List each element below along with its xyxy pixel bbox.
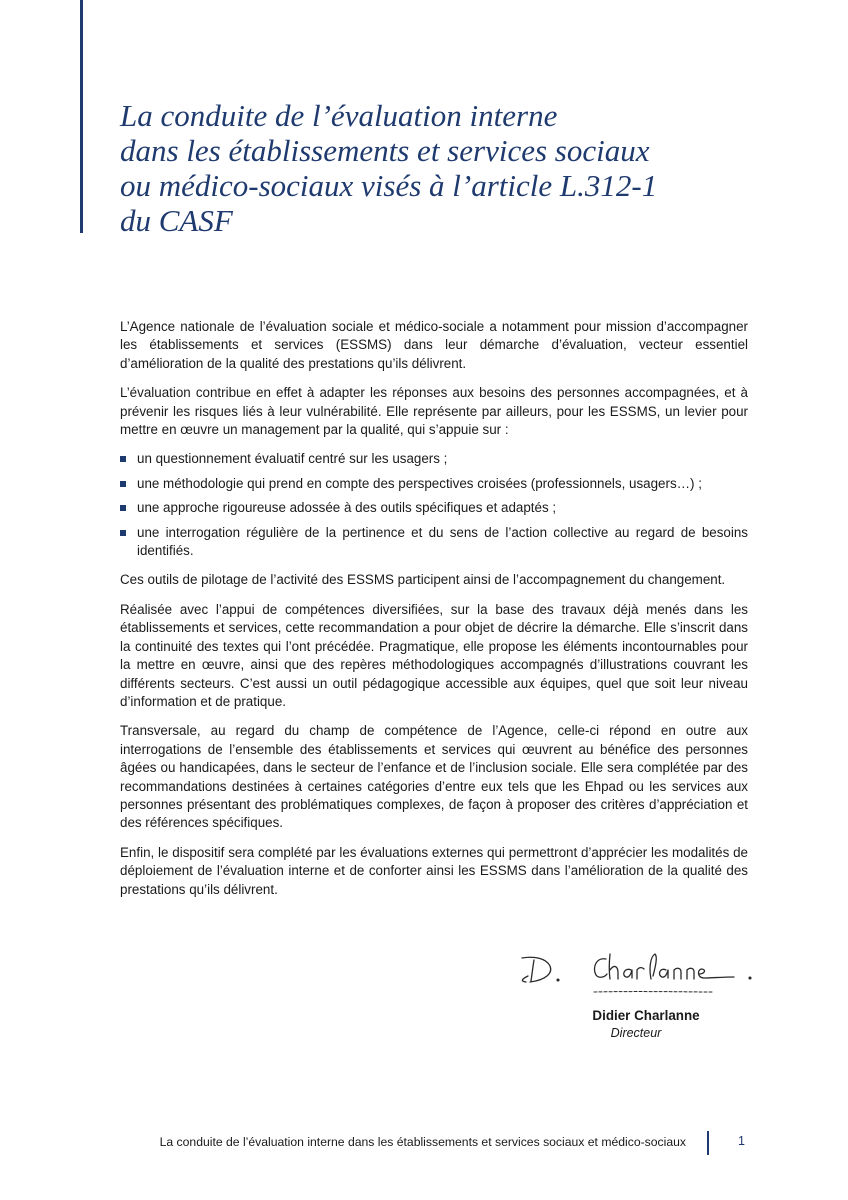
list-item xyxy=(120,475,748,493)
title-line-4: du CASF xyxy=(120,203,233,238)
footer-text: La conduite de l’évaluation interne dans les établissements et services sociaux et médico-sociaux xyxy=(159,1135,686,1149)
square-bullet-icon xyxy=(120,456,126,462)
title-line-1: La conduite de l’évaluation interne xyxy=(120,98,558,133)
paragraph-evaluation: L’évaluation contribue en effet à adapter les réponses aux besoins des personnes accompagnées, et à prévenir les risques liés à leur vulnérabilité. Elle représente par ailleurs, pour les ESSMS, un levier pour mettre en œuvre un management par la qualité, qui s’appuie sur : xyxy=(120,385,748,438)
list-item-text: une interrogation régulière de la pertinence et du sens de l’action collective au regard de besoins identifiés. xyxy=(137,524,748,559)
paragraph-recommendation: Réalisée avec l’appui de compétences diversifiées, sur la base des travaux déjà menés dans les établissements et services, cette recommandation a pour objet de décrire la démarche. Elle s’inscrit dans la continuité des textes qui l’ont précédée. Pragmatique, elle propose les éléments incontournables pour la mettre en œuvre, ainsi que des repères méthodologiques accompagnés d’illustrations couvrant les différents secteurs. C’est aussi un outil pédagogique accessible aux équipes, quel que soit leur niveau d’information et de pratique. xyxy=(120,601,748,709)
signer-title: Directeur xyxy=(610,1026,662,1040)
square-bullet-icon xyxy=(120,530,126,536)
paragraph-conclusion: Enfin, le dispositif sera complété par les évaluations externes qui permettront d’apprécier les modalités de déploiement de l’évaluation interne et de conforter ainsi les ESSMS dans l’amélioration de la qualité des prestations qu’ils délivrent. xyxy=(120,844,748,897)
square-bullet-icon xyxy=(120,481,126,487)
signer-name: Didier Charlanne xyxy=(592,1008,700,1023)
list-item-text: une méthodologie qui prend en compte des perspectives croisées (professionnels, usagers…) ; xyxy=(137,475,702,491)
footer-divider xyxy=(707,1131,709,1155)
document-title xyxy=(120,98,810,238)
list-item xyxy=(120,499,748,517)
list-item-text: un questionnement évaluatif centré sur les usagers ; xyxy=(137,451,448,467)
list-item-text: une approche rigoureuse adossée à des outils spécifiques et adaptés ; xyxy=(137,500,557,516)
list-item xyxy=(120,450,748,468)
signature-block xyxy=(510,948,760,1048)
body-text xyxy=(120,318,748,910)
paragraph-intro: L’Agence nationale de l’évaluation sociale et médico-sociale a notamment pour mission d’accompagner les établissements et services (ESSMS) dans leur démarche d’évaluation, vecteur essentiel d’amélioration de la qualité des prestations qu’ils délivrent. xyxy=(120,319,748,371)
square-bullet-icon xyxy=(120,505,126,511)
title-line-2: dans les établissements et services sociaux xyxy=(120,133,650,168)
page-number: 1 xyxy=(738,1134,745,1148)
list-item xyxy=(120,524,748,561)
left-accent-rule xyxy=(80,0,83,233)
paragraph-tools: Ces outils de pilotage de l’activité des ESSMS participent ainsi de l’accompagnement du changement. xyxy=(120,572,726,588)
paragraph-transversal: Transversale, au regard du champ de compétence de l’Agence, celle-ci répond en outre aux interrogations de l’ensemble des établissements et services qui œuvrent au bénéfice des personnes âgées ou handicapées, dans le secteur de l’enfance et de l’inclusion sociale. Elle sera complétée par des recommandations destinées à certaines catégories d’entre eux tels que les Ehpad ou les services aux personnes présentant des problématiques complexes, de façon à proposer des critères d’appréciation et des références spécifiques. xyxy=(120,723,748,831)
title-line-3: ou médico-sociaux visés à l’article L.312-1 xyxy=(120,168,658,203)
handwritten-signature xyxy=(510,948,760,996)
bullet-list xyxy=(120,450,748,560)
